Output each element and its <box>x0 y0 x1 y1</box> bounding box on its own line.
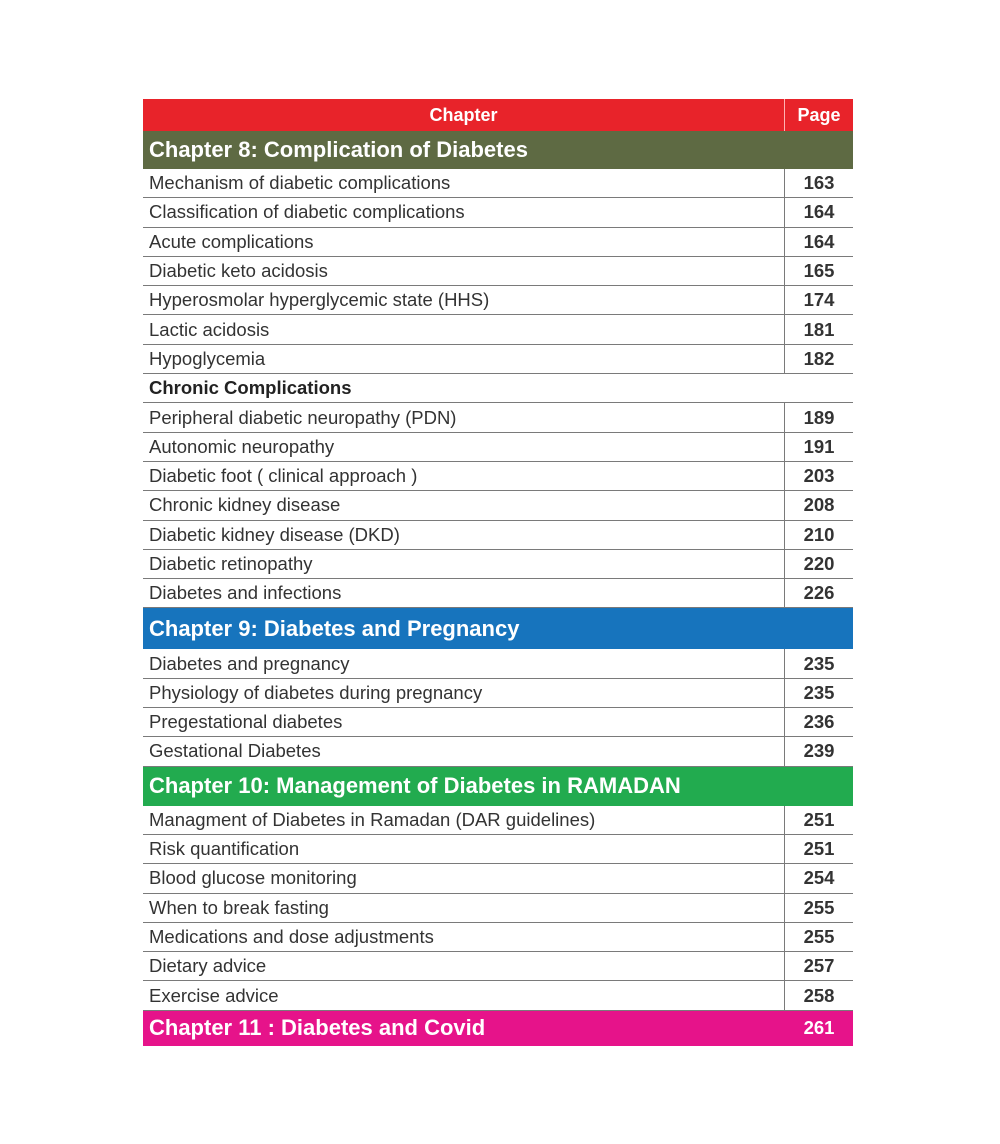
entry-title: Diabetic retinopathy <box>143 550 785 578</box>
toc-entry-row <box>143 345 853 374</box>
chapter-9-list <box>143 649 853 766</box>
entry-title: Risk quantification <box>143 835 785 863</box>
toc-entry-row <box>143 679 853 708</box>
entry-title: Peripheral diabetic neuropathy (PDN) <box>143 403 785 431</box>
entry-title: Dietary advice <box>143 952 785 980</box>
toc-entry-row <box>143 708 853 737</box>
table-header <box>143 99 853 131</box>
chronic-complications-subheading: Chronic Complications <box>149 377 352 399</box>
toc-entry-row <box>143 579 853 608</box>
entry-title: Exercise advice <box>143 981 785 1009</box>
entry-title: Chronic kidney disease <box>143 491 785 519</box>
toc-entry-row <box>143 169 853 198</box>
entry-title: Diabetic foot ( clinical approach ) <box>143 462 785 490</box>
entry-title: Classification of diabetic complications <box>143 198 785 226</box>
toc-entry-row <box>143 521 853 550</box>
entry-page-number: 189 <box>803 406 835 428</box>
entry-page-number: 181 <box>803 318 835 340</box>
chapter-11-page: 261 <box>803 1017 835 1039</box>
toc-entry-row <box>143 403 853 432</box>
chapter-9-heading <box>143 608 853 649</box>
entry-page-number: 239 <box>803 740 835 762</box>
entry-title: Autonomic neuropathy <box>143 433 785 461</box>
entry-page-number: 235 <box>803 652 835 674</box>
entry-page-number: 163 <box>803 172 835 194</box>
toc-entry-row <box>143 649 853 678</box>
entry-title: Physiology of diabetes during pregnancy <box>143 679 785 707</box>
entry-title: Hyperosmolar hyperglycemic state (HHS) <box>143 286 785 314</box>
toc-entry-row <box>143 228 853 257</box>
entry-page-number: 236 <box>803 711 835 733</box>
entry-page-number: 165 <box>803 260 835 282</box>
entry-page-number: 164 <box>803 201 835 223</box>
entry-title: Acute complications <box>143 228 785 256</box>
entry-page-number: 226 <box>803 582 835 604</box>
chapter-9-title: Chapter 9: Diabetes and Pregnancy <box>149 615 520 641</box>
chapter-10-heading <box>143 767 853 806</box>
subheading-row <box>143 374 853 403</box>
entry-page-number: 257 <box>803 955 835 977</box>
entry-page-number: 208 <box>803 494 835 516</box>
chapter-11-title: Chapter 11 : Diabetes and Covid <box>149 1015 486 1041</box>
entry-title: Blood glucose monitoring <box>143 864 785 892</box>
entry-page-number: 255 <box>803 925 835 947</box>
toc-entry-row <box>143 737 853 766</box>
toc-entry-row <box>143 198 853 227</box>
chapter-8-heading <box>143 131 853 169</box>
entry-page-number: 258 <box>803 984 835 1006</box>
entry-title: Diabetes and pregnancy <box>143 649 785 677</box>
chapter-10-list <box>143 806 853 1011</box>
chapter-11-heading <box>143 1011 853 1046</box>
toc-entry-row <box>143 806 853 835</box>
entry-page-number: 210 <box>803 523 835 545</box>
toc-entry-row <box>143 864 853 893</box>
toc-entry-row <box>143 894 853 923</box>
entry-title: Lactic acidosis <box>143 315 785 343</box>
entry-title: Hypoglycemia <box>143 345 785 373</box>
entry-title: Diabetes and infections <box>143 579 785 607</box>
entry-page-number: 191 <box>803 435 835 457</box>
entry-page-number: 235 <box>803 681 835 703</box>
toc-entry-row <box>143 550 853 579</box>
entry-page-number: 164 <box>803 230 835 252</box>
entry-title: Diabetic kidney disease (DKD) <box>143 521 785 549</box>
entry-title: Mechanism of diabetic complications <box>143 169 785 197</box>
entry-page-number: 251 <box>803 808 835 830</box>
entry-title: Managment of Diabetes in Ramadan (DAR guidelines) <box>143 806 785 834</box>
toc-entry-row <box>143 462 853 491</box>
entry-page-number: 255 <box>803 896 835 918</box>
entry-page-number: 203 <box>803 465 835 487</box>
chapter-8-title: Chapter 8: Complication of Diabetes <box>149 137 528 162</box>
entry-page-number: 251 <box>803 838 835 860</box>
chapter-8-chronic-list <box>143 403 853 608</box>
toc-entry-row <box>143 315 853 344</box>
entry-title: Pregestational diabetes <box>143 708 785 736</box>
entry-page-number: 254 <box>803 867 835 889</box>
toc-entry-row <box>143 981 853 1010</box>
chapter-10-title: Chapter 10: Management of Diabetes in RAMADAN <box>149 773 681 799</box>
chapter-8-list <box>143 169 853 374</box>
toc-entry-row <box>143 257 853 286</box>
toc-entry-row <box>143 923 853 952</box>
toc-entry-row <box>143 433 853 462</box>
entry-page-number: 220 <box>803 553 835 574</box>
table-of-contents <box>143 99 853 1046</box>
entry-page-number: 174 <box>803 289 835 311</box>
entry-title: Medications and dose adjustments <box>143 923 785 951</box>
entry-title: When to break fasting <box>143 894 785 922</box>
toc-entry-row <box>143 952 853 981</box>
entry-title: Gestational Diabetes <box>143 737 785 765</box>
chapter-column-header: Chapter <box>143 99 785 131</box>
page-column-header: Page <box>797 104 841 125</box>
entry-title: Diabetic keto acidosis <box>143 257 785 285</box>
toc-entry-row <box>143 286 853 315</box>
entry-page-number: 182 <box>803 347 835 369</box>
toc-entry-row <box>143 491 853 520</box>
toc-entry-row <box>143 835 853 864</box>
